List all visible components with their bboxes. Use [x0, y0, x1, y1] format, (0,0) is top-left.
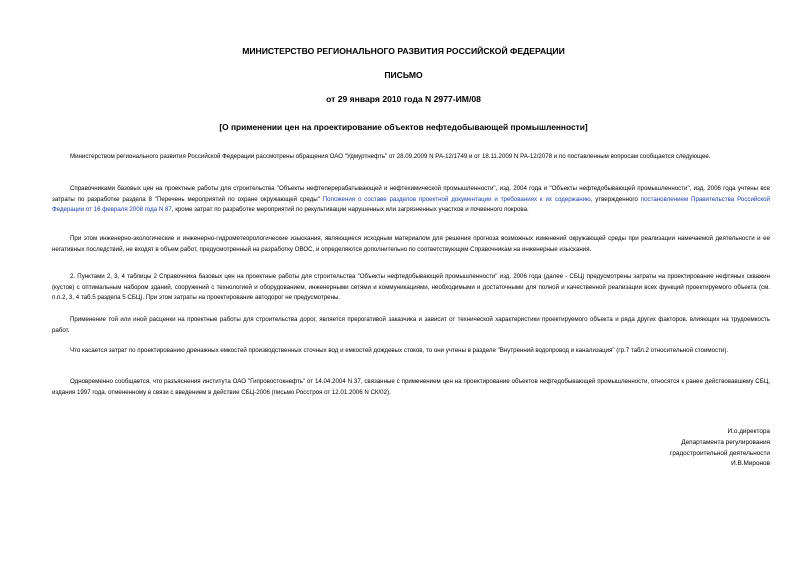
- paragraph-4: 2. Пунктами 2, 3, 4 таблицы 2 Справочника базовых цен на проектные работы для строительства "Объекты нефтедобывающей промышленности" изд. 2006 года (далее - СБЦ) предусмотрены затраты на проектирование нефтяных скважин (кустов) с оптимальным набором зданий, сооружений с технологией и оборудованием, инженерными сетями и коммуникациями, необходимыми и достаточными для полной и качественной реализации всех функций проектируемого объекта (см. п.п.2, 3, 4 таб.5 раздела 5 СБЦ). При этом затраты на проектирование автодорог не предусмотрены.: [52, 273, 770, 302]
- paragraph-2: [52, 184, 770, 216]
- paragraph-6: Что касается затрат по проектированию дренажных емкостей производственных сточных вод и емкостей дождевых стоков, то они учтены в разделе "Внутренний водопровод и канализация" (гр.7 табл.2 относительной стоимости).: [70, 347, 729, 354]
- paragraph-3: При этом инженерно-экологические и инженерно-гидрометеорологические изыскания, являющиеся исходным материалом для решения прогноза возможных изменений окружающей среды при реализации намечаемой деятельности и ее негативных последствий, не входят в объем работ, предусмотренный на разработку ОВОС, и определяются дополнительно по соответствующим Справочникам на инженерные изыскания.: [52, 235, 770, 253]
- regulation-link[interactable]: Положения о составе разделов проектной документации и требованиях к их содержанию: [322, 195, 591, 203]
- paragraph-2-text-b: , утвержденного: [590, 195, 641, 203]
- doc-type-heading: ПИСЬМО: [384, 70, 423, 80]
- paragraph-1: Министерством регионального развития Российской Федерации рассмотрены обращения ОАО "Удмуртнефть" от 28.09.2009 N РА-12/1749 и от 18.11.2009 N РА-12/2078 и по поставленным вопросам сообщается следующее.: [70, 153, 711, 160]
- paragraph-2-text-c: , кроме затрат по разработке мероприятий по рекультивации нарушенных или загрязненных участков и почвенного покрова.: [171, 206, 529, 214]
- ministry-heading: МИНИСТЕРСТВО РЕГИОНАЛЬНОГО РАЗВИТИЯ РОССИЙСКОЙ ФЕДЕРАЦИИ: [242, 46, 565, 56]
- signature-block: [550, 427, 770, 470]
- paragraph-2-text-a: Справочниками базовых цен на проектные работы для строительства "Объекты нефтеперерабатывающей и нефтехимической промышленности", изд. 2004 года и "Объекты нефтедобывающей промышленности", изд. 2006 года учтены все затраты по разработке раздела 8 "Перечень мероприятий по охране окружающей среды": [52, 185, 770, 203]
- signature-name: И.В.Миронов: [731, 460, 770, 468]
- government-decree-link[interactable]: постановлением Правительства Российской Федерации от 16 февраля 2008 года N 87: [52, 195, 770, 214]
- signature-department: Департамента регулирования: [681, 438, 770, 446]
- paragraph-5: Применение той или иной расценки на проектные работы для строительства дорог, является прерогативой заказчика и зависит от технической характеристики проектируемого объекта и ряда других факторов, влияющих на трудоемкость работ.: [52, 316, 770, 334]
- date-number-heading: от 29 января 2010 года N 2977-ИМ/08: [326, 94, 481, 104]
- signature-department-cont: градостроительной деятельности: [670, 449, 770, 457]
- subject-heading: [О применении цен на проектирование объектов нефтедобывающей промышленности]: [219, 122, 588, 132]
- paragraph-7: Одновременно сообщается, что разъяснения института ОАО "Гипровостокнефть" от 14.04.2004 N 37, связанные с применением цен на проектирование объектов нефтедобывающей промышленности, относятся к ранее действовавшему СБЦ, издания 1997 года, отмененному в связи с введением в действие СБЦ-2006 (письмо Росстроя от 12.01.2006 N СК/02).: [52, 378, 770, 396]
- signature-position: И.о.директора: [727, 428, 770, 435]
